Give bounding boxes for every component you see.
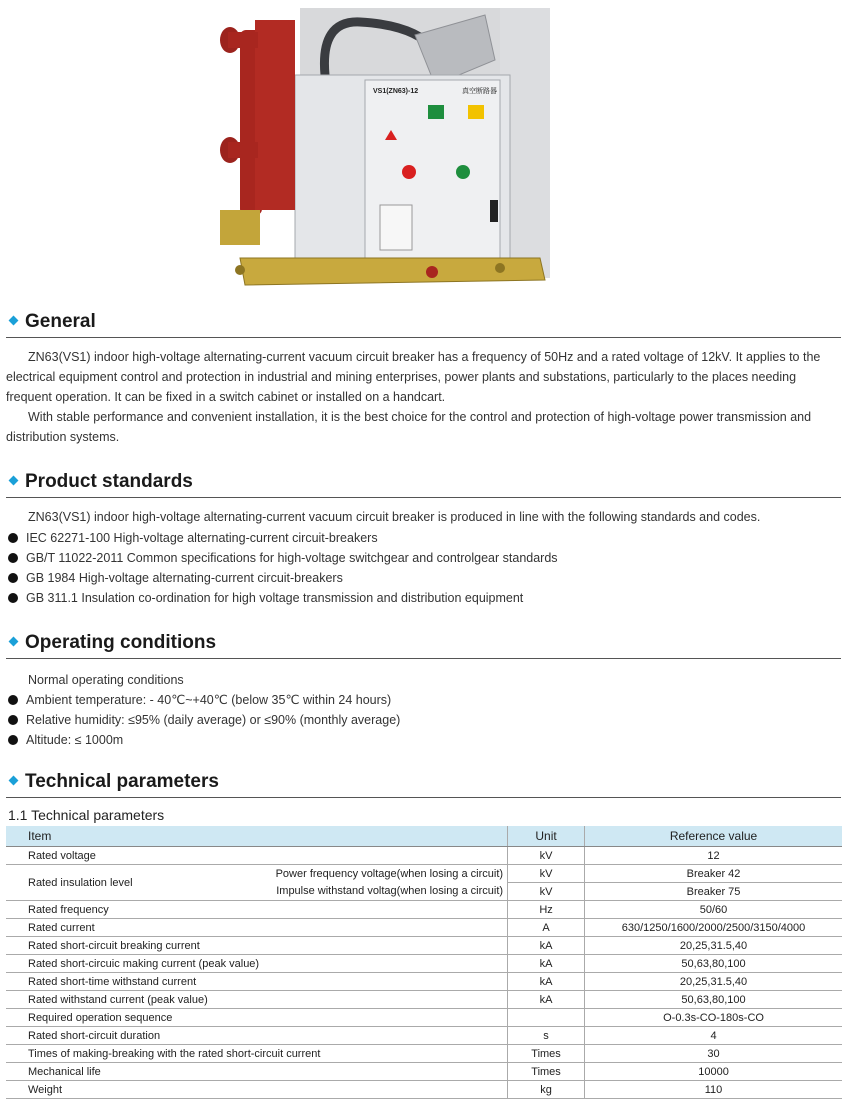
list-item: IEC 62271-100 High-voltage alternating-current circuit-breakers bbox=[6, 528, 558, 548]
cell-value: O-0.3s-CO-180s-CO bbox=[585, 1009, 842, 1027]
cell-item: Times of making-breaking with the rated short-circuit current bbox=[6, 1045, 508, 1063]
list-item: Altitude: ≤ 1000m bbox=[6, 730, 400, 750]
section-title-standards: Product standards bbox=[6, 471, 841, 498]
cell-value: 110 bbox=[585, 1081, 842, 1099]
cell-unit: s bbox=[508, 1027, 585, 1045]
operating-list bbox=[6, 690, 400, 750]
cell-item: Rated short-circuit breaking current bbox=[6, 937, 508, 955]
table-row bbox=[6, 901, 842, 919]
section-title-general: General bbox=[6, 311, 841, 338]
cell-item: Rated insulation level bbox=[6, 865, 183, 901]
cell-item: Required operation sequence bbox=[6, 1009, 508, 1027]
table-row bbox=[6, 1027, 842, 1045]
cell-unit: Times bbox=[508, 1045, 585, 1063]
diamond-bullet-icon bbox=[9, 316, 19, 326]
cell-unit: kV bbox=[508, 883, 585, 901]
cell-item: Mechanical life bbox=[6, 1063, 508, 1081]
table-row bbox=[6, 1063, 842, 1081]
cell-item: Rated current bbox=[6, 919, 508, 937]
cell-unit: Hz bbox=[508, 901, 585, 919]
header-item: Item bbox=[6, 826, 508, 847]
technical-subtitle: 1.1 Technical parameters bbox=[8, 807, 165, 823]
cell-unit: kA bbox=[508, 937, 585, 955]
header-value: Reference value bbox=[585, 826, 842, 847]
diamond-bullet-icon bbox=[9, 776, 19, 786]
table-row bbox=[6, 973, 842, 991]
cell-value: 30 bbox=[585, 1045, 842, 1063]
diamond-bullet-icon bbox=[9, 637, 19, 647]
cell-value: 50/60 bbox=[585, 901, 842, 919]
image-model-label: VS1(ZN63)-12 bbox=[373, 88, 419, 95]
table-header-row bbox=[6, 826, 842, 847]
table-row bbox=[6, 937, 842, 955]
standards-intro: ZN63(VS1) indoor high-voltage alternating-current vacuum circuit breaker is produced in line with the following standards and codes. bbox=[28, 510, 761, 524]
cell-item: Weight bbox=[6, 1081, 508, 1099]
cell-unit: kV bbox=[508, 865, 585, 883]
cell-item: Rated voltage bbox=[6, 847, 508, 865]
general-description bbox=[6, 347, 842, 447]
cell-value: 20,25,31.5,40 bbox=[585, 973, 842, 991]
cell-value: 630/1250/1600/2000/2500/3150/4000 bbox=[585, 919, 842, 937]
cell-item: Rated frequency bbox=[6, 901, 508, 919]
cell-unit: Times bbox=[508, 1063, 585, 1081]
list-item: Relative humidity: ≤95% (daily average) or ≤90% (monthly average) bbox=[6, 710, 400, 730]
general-paragraph-1: ZN63(VS1) indoor high-voltage alternating-current vacuum circuit breaker has a frequency of 50Hz and a rated voltage of 12kV. It applies to the electrical equipment control and protection in industrial and mining enterprises, power plants and substations, particularly to the places needing frequent operation. It can be fixed in a switch cabinet or installed on a handcart. bbox=[6, 350, 821, 404]
cell-value: 50,63,80,100 bbox=[585, 991, 842, 1009]
diamond-bullet-icon bbox=[9, 476, 19, 486]
table-row bbox=[6, 955, 842, 973]
table-row bbox=[6, 991, 842, 1009]
image-model-label-cn: 真空断路器 bbox=[462, 87, 497, 95]
section-title-operating: Operating conditions bbox=[6, 632, 841, 659]
cell-value: 12 bbox=[585, 847, 842, 865]
cell-unit bbox=[508, 1009, 585, 1027]
list-item: GB/T 11022-2011 Common specifications for high-voltage switchgear and controlgear standards bbox=[6, 548, 558, 568]
cell-unit: kA bbox=[508, 955, 585, 973]
header-unit: Unit bbox=[508, 826, 585, 847]
list-item: GB 311.1 Insulation co-ordination for high voltage transmission and distribution equipment bbox=[6, 588, 558, 608]
cell-value: 20,25,31.5,40 bbox=[585, 937, 842, 955]
cell-item: Rated short-circuic making current (peak value) bbox=[6, 955, 508, 973]
technical-parameters-table bbox=[6, 826, 842, 1099]
standards-list bbox=[6, 528, 558, 608]
table-row bbox=[6, 1081, 842, 1099]
cell-unit: kA bbox=[508, 973, 585, 991]
table-row bbox=[6, 865, 842, 883]
operating-intro: Normal operating conditions bbox=[28, 673, 184, 687]
cell-value: Breaker 75 bbox=[585, 883, 842, 901]
product-image bbox=[200, 0, 560, 292]
list-item: GB 1984 High-voltage alternating-current circuit-breakers bbox=[6, 568, 558, 588]
cell-item: Rated short-circuit duration bbox=[6, 1027, 508, 1045]
cell-subitem: Power frequency voltage(when losing a circuit) bbox=[275, 867, 504, 880]
list-item: Ambient temperature: - 40℃~+40℃ (below 35℃ within 24 hours) bbox=[6, 690, 400, 710]
cell-value: Breaker 42 bbox=[585, 865, 842, 883]
section-title-technical: Technical parameters bbox=[6, 771, 841, 798]
cell-value: 50,63,80,100 bbox=[585, 955, 842, 973]
cell-unit: kA bbox=[508, 991, 585, 1009]
table-row bbox=[6, 1045, 842, 1063]
table-row bbox=[6, 847, 842, 865]
general-paragraph-2: With stable performance and convenient installation, it is the best choice for the control and protection of high-voltage power transmission and distribution systems. bbox=[6, 410, 812, 444]
cell-unit: kg bbox=[508, 1081, 585, 1099]
cell-unit: kV bbox=[508, 847, 585, 865]
table-row bbox=[6, 919, 842, 937]
table-row bbox=[6, 1009, 842, 1027]
cell-item: Rated short-time withstand current bbox=[6, 973, 508, 991]
cell-subitem: Impulse withstand voltag(when losing a circuit) bbox=[183, 883, 507, 901]
cell-unit: A bbox=[508, 919, 585, 937]
cell-value: 4 bbox=[585, 1027, 842, 1045]
cell-value: 10000 bbox=[585, 1063, 842, 1081]
cell-item: Rated withstand current (peak value) bbox=[6, 991, 508, 1009]
